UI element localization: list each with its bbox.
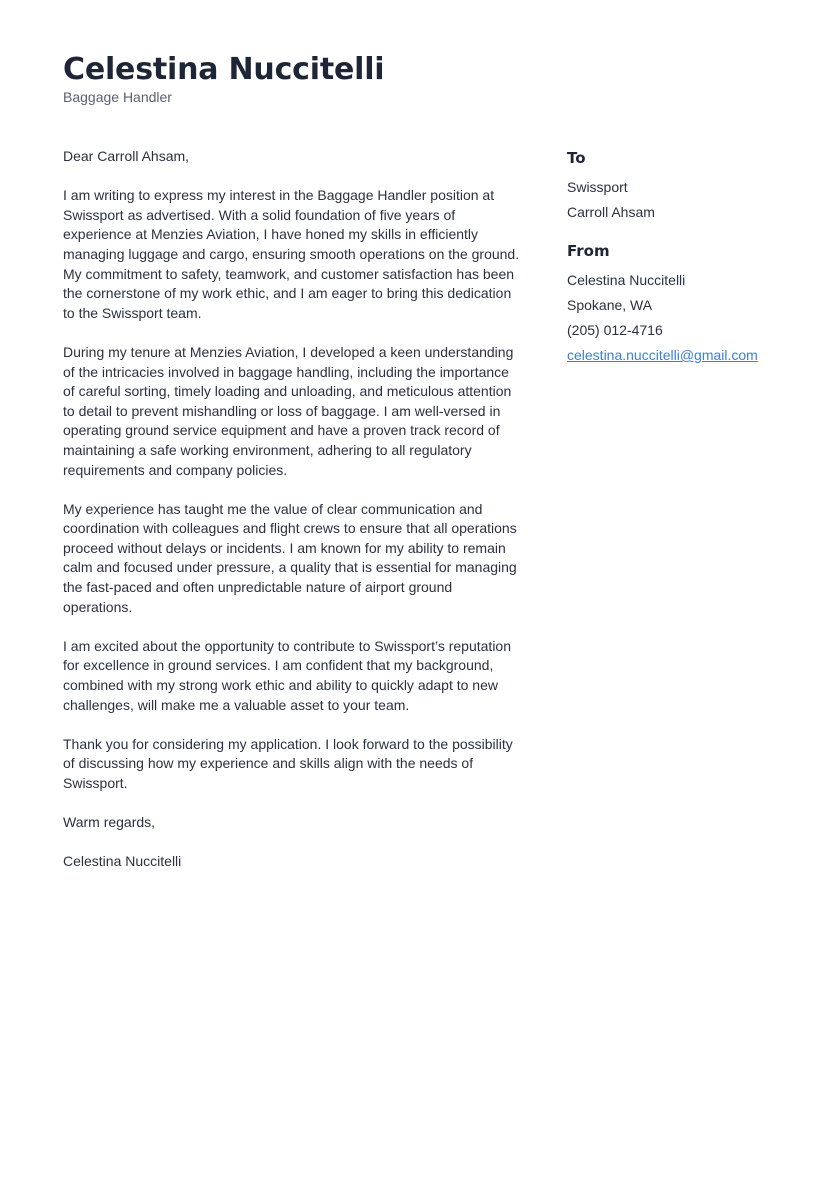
- sender-email-link[interactable]: celestina.nuccitelli@gmail.com: [567, 347, 758, 363]
- signature: Celestina Nuccitelli: [63, 853, 182, 870]
- letter-paragraph: I am writing to express my interest in the Baggage Handler position at Swissport as advertised. With a solid foundation of five years of experience at Menzies Aviation, I have honed my skills in efficiently managing luggage and cargo, ensuring smooth operations on the ground. My commitment to safety, teamwork, and customer satisfaction has been the cornerstone of my work ethic, and I am eager to bring this dedication to the Swissport team.: [63, 187, 520, 321]
- salutation: Dear Carroll Ahsam,: [63, 148, 190, 164]
- applicant-name: Celestina Nuccitelli: [63, 52, 385, 87]
- from-heading: From: [567, 242, 610, 260]
- letter-paragraph: My experience has taught me the value of clear communication and coordination with colleagues and flight crews to ensure that all operations proceed without delays or incidents. I am known for my ability to remain calm and focused under pressure, a quality that is essential for managing the fast-paced and often unpredictable nature of airport ground operations.: [63, 500, 517, 615]
- contact-sidebar: [567, 147, 807, 383]
- letter-header: [63, 52, 763, 106]
- sender-phone: (205) 012-4716: [567, 322, 663, 338]
- closing: Warm regards,: [63, 814, 156, 831]
- recipient-company: Swissport: [567, 179, 628, 195]
- from-section: [567, 240, 807, 368]
- letter-paragraph: During my tenure at Menzies Aviation, I developed a keen understanding of the intricacies involved in baggage handling, including the importance of careful sorting, timely loading and unloading, and meticulous attention to detail to prevent mishandling or loss of baggage. I am well-versed in operating ground service equipment and have a proven track record of maintaining a safe working environment, adhering to all regulatory requirements and company policies.: [63, 343, 514, 478]
- recipient-name: Carroll Ahsam: [567, 204, 655, 220]
- letter-paragraph: Thank you for considering my application. I look forward to the possibility of discussing how my experience and skills align with the needs of Swissport.: [63, 735, 513, 791]
- job-title: Baggage Handler: [63, 89, 172, 105]
- to-heading: To: [567, 149, 586, 167]
- letter-paragraph: I am excited about the opportunity to contribute to Swissport’s reputation for excellence in ground services. I am confident that my background, combined with my strong work ethic and ability to quickly adapt to new challenges, will make me a valuable asset to your team.: [63, 637, 511, 713]
- to-section: [567, 147, 807, 225]
- sender-name: Celestina Nuccitelli: [567, 272, 686, 288]
- letter-body: [63, 147, 521, 892]
- sender-location: Spokane, WA: [567, 297, 653, 313]
